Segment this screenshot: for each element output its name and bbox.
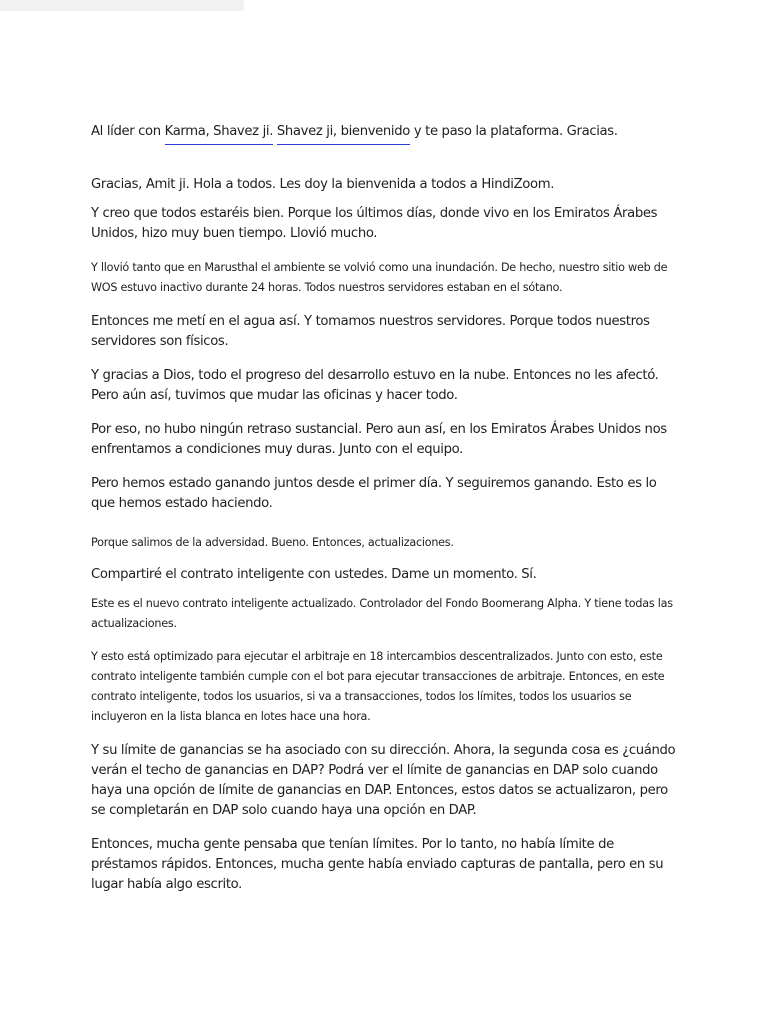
transcript-content	[91, 122, 683, 895]
paragraph-1	[91, 122, 683, 142]
paragraph-8: Pero hemos estado ganando juntos desde el primer día. Y seguiremos ganando. Esto es lo que hemos estado haciendo.	[91, 476, 657, 511]
paragraph-10: Compartiré el contrato inteligente con ustedes. Dame un momento. Sí.	[91, 567, 537, 582]
paragraph-2: Gracias, Amit ji. Hola a todos. Les doy la bienvenida a todos a HindiZoom.	[91, 177, 555, 192]
paragraph-4: Y llovió tanto que en Marusthal el ambiente se volvió como una inundación. De hecho, nuestro sitio web de WOS estuvo inactivo durante 24 horas. Todos nuestros servidores estaban en el sótano.	[91, 261, 668, 294]
paragraph-1-text-before: Al líder con	[91, 124, 165, 139]
paragraph-7: Por eso, no hubo ningún retraso sustancial. Pero aun así, en los Emiratos Árabes Unidos nos enfrentamos a condiciones muy duras. Junto con el equipo.	[91, 422, 667, 457]
paragraph-14: Entonces, mucha gente pensaba que tenían límites. Por lo tanto, no había límite de préstamos rápidos. Entonces, mucha gente había enviado capturas de pantalla, pero en su lugar había algo escrito.	[91, 837, 664, 892]
top-bar	[0, 0, 244, 11]
paragraph-5: Entonces me metí en el agua así. Y tomamos nuestros servidores. Porque todos nuestros servidores son físicos.	[91, 314, 650, 349]
karma-shavez-link[interactable]: Karma, Shavez ji.	[165, 124, 273, 145]
paragraph-13: Y su límite de ganancias se ha asociado con su dirección. Ahora, la segunda cosa es ¿cuándo verán el techo de ganancias en DAP? Podrá ver el límite de ganancias en DAP solo cuando haya una opción de límite de ganancias en DAP. Entonces, estos datos se actualizaron, pero se completarán en DAP solo cuando haya una opción en DAP.	[91, 743, 676, 818]
paragraph-12: Y esto está optimizado para ejecutar el arbitraje en 18 intercambios descentralizados. Junto con esto, este contrato inteligente también cumple con el bot para ejecutar transacciones de arbitraje. Entonces, en este contrato inteligente, todos los usuarios, si va a transacciones, todos los límites, todos los usuarios se incluyeron en la lista blanca en lotes hace una hora.	[91, 650, 665, 723]
shavez-welcome-link[interactable]: Shavez ji, bienvenido	[277, 124, 410, 145]
paragraph-9: Porque salimos de la adversidad. Bueno. Entonces, actualizaciones.	[91, 536, 454, 549]
paragraph-11: Este es el nuevo contrato inteligente actualizado. Controlador del Fondo Boomerang Alpha. Y tiene todas las actualizaciones.	[91, 597, 673, 630]
paragraph-3: Y creo que todos estaréis bien. Porque los últimos días, donde vivo en los Emiratos Árabes Unidos, hizo muy buen tiempo. Llovió mucho.	[91, 206, 658, 241]
paragraph-1-text-after: y te paso la plataforma. Gracias.	[409, 124, 618, 139]
paragraph-6: Y gracias a Dios, todo el progreso del desarrollo estuvo en la nube. Entonces no les afectó. Pero aún así, tuvimos que mudar las oficinas y hacer todo.	[91, 368, 659, 403]
